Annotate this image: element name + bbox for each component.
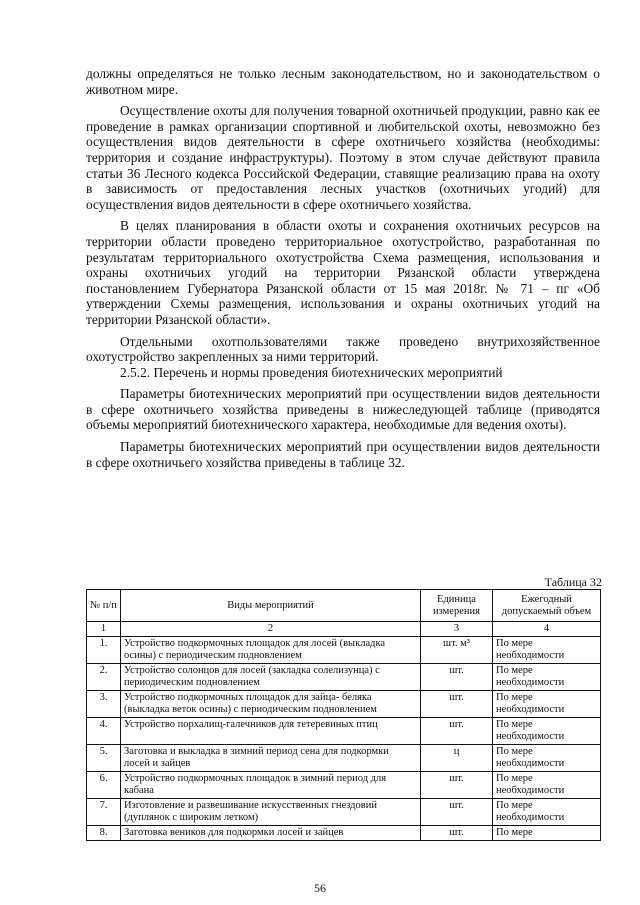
row-unit: шт. м³ bbox=[421, 637, 493, 664]
paragraph-3: В целях планирования в области охоты и сохранения охотничьих ресурсов на территории области проведено территориальное охотустройство, разработанная по результатам территориального охотустройства Схема размещения, использования и охраны охотничьих угодий на территории Рязанской области утверждена постановлением Губернатора Рязанской области от 15 мая 2018г. № 71 – пг «Об утверждении Схемы размещения, использования и охраны охотничьих угодий на территории Рязанской области». bbox=[86, 218, 600, 327]
row-activity: Устройство подкормочных площадок в зимний период для кабана bbox=[121, 772, 421, 799]
table-row bbox=[87, 799, 601, 826]
row-activity: Устройство порхалищ-галечников для тетеревиных птиц bbox=[121, 718, 421, 745]
row-num: 4. bbox=[87, 718, 121, 745]
paragraph-6: Параметры биотехнических мероприятий при осуществлении видов деятельности в сфере охотничьего хозяйства приведены в таблице 32. bbox=[86, 439, 600, 470]
row-num: 8. bbox=[87, 826, 121, 841]
row-num: 6. bbox=[87, 772, 121, 799]
col-number: 3 bbox=[421, 622, 493, 637]
row-activity: Изготовление и развешивание искусственных гнездовий (дуплянок с широким летком) bbox=[121, 799, 421, 826]
table-row bbox=[87, 745, 601, 772]
table-row bbox=[87, 691, 601, 718]
row-unit: шт. bbox=[421, 718, 493, 745]
table-32 bbox=[86, 589, 601, 841]
row-num: 3. bbox=[87, 691, 121, 718]
row-volume: По мере необходимости bbox=[493, 718, 601, 745]
row-activity: Устройство подкормочных площадок для лосей (выкладка осины) с периодическим подновлением bbox=[121, 637, 421, 664]
row-activity: Заготовка веников для подкормки лосей и зайцев bbox=[121, 826, 421, 841]
table-row bbox=[87, 718, 601, 745]
row-volume: По мере необходимости bbox=[493, 691, 601, 718]
row-volume: По мере необходимости bbox=[493, 799, 601, 826]
table-row bbox=[87, 826, 601, 841]
table-row bbox=[87, 664, 601, 691]
paragraph-4: Отдельными охотпользователями также проведено внутрихозяйственное охотустройство закрепленных за ними территорий. bbox=[86, 333, 600, 365]
row-num: 2. bbox=[87, 664, 121, 691]
paragraph-2: Осуществление охоты для получения товарной охотничьей продукции, равно как ее проведение в рамках организации спортивной и любительской охоты, невозможно без осуществления видов деятельности в сфере охотничьего хозяйства (необходимы: территория и создание инфраструктуры). Поэтому в этом случае действуют правила статьи 36 Лесного кодекса Российской Федерации, ставящие реализацию права на охоту в зависимость от предоставления лесных участков (охотничьих угодий) для осуществления видов деятельности в сфере охотничьего хозяйства. bbox=[86, 103, 600, 212]
row-num: 5. bbox=[87, 745, 121, 772]
paragraph-1: должны определяться не только лесным законодательством, но и законодательством о животном мире. bbox=[86, 66, 600, 97]
table-header-row bbox=[87, 590, 601, 622]
row-activity: Устройство солонцов для лосей (закладка солелизунца) с периодическим подновлением bbox=[121, 664, 421, 691]
row-activity: Устройство подкормочных площадок для зайца- беляка (выкладка веток осины) с периодическим подновлением bbox=[121, 691, 421, 718]
body-text bbox=[86, 66, 600, 470]
col-number: 2 bbox=[121, 622, 421, 637]
row-unit: шт. bbox=[421, 691, 493, 718]
row-unit: ц bbox=[421, 745, 493, 772]
row-volume: По мере необходимости bbox=[493, 664, 601, 691]
row-unit: шт. bbox=[421, 799, 493, 826]
col-number: 1 bbox=[87, 622, 121, 637]
table-row bbox=[87, 637, 601, 664]
row-volume: По мере необходимости bbox=[493, 637, 601, 664]
paragraph-5: Параметры биотехнических мероприятий при осуществлении видов деятельности в сфере охотничьего хозяйства приведены в нижеследующей таблице (приводятся объемы мероприятий биотехнического характера, необходимые для ведения охоты). bbox=[86, 386, 600, 433]
row-unit: шт. bbox=[421, 664, 493, 691]
table-column-numbers-row bbox=[87, 622, 601, 637]
row-activity: Заготовка и выкладка в зимний период сена для подкормки лосей и зайцев bbox=[121, 745, 421, 772]
page-number: 56 bbox=[314, 881, 326, 895]
table-caption: Таблица 32 bbox=[544, 575, 602, 589]
row-volume: По мере необходимости bbox=[493, 745, 601, 772]
header-volume: Ежегодный допускаемый объем bbox=[493, 590, 601, 622]
row-unit: шт. bbox=[421, 772, 493, 799]
row-unit: шт. bbox=[421, 826, 493, 841]
header-num: № п/п bbox=[87, 590, 121, 622]
row-num: 1. bbox=[87, 637, 121, 664]
section-heading: 2.5.2. Перечень и нормы проведения биотехнических мероприятий bbox=[120, 364, 503, 380]
header-unit: Единица измерения bbox=[421, 590, 493, 622]
col-number: 4 bbox=[493, 622, 601, 637]
header-activity: Виды мероприятий bbox=[121, 590, 421, 622]
row-num: 7. bbox=[87, 799, 121, 826]
table-row bbox=[87, 772, 601, 799]
row-volume: По мере необходимости bbox=[493, 772, 601, 799]
row-volume: По мере bbox=[493, 826, 601, 841]
